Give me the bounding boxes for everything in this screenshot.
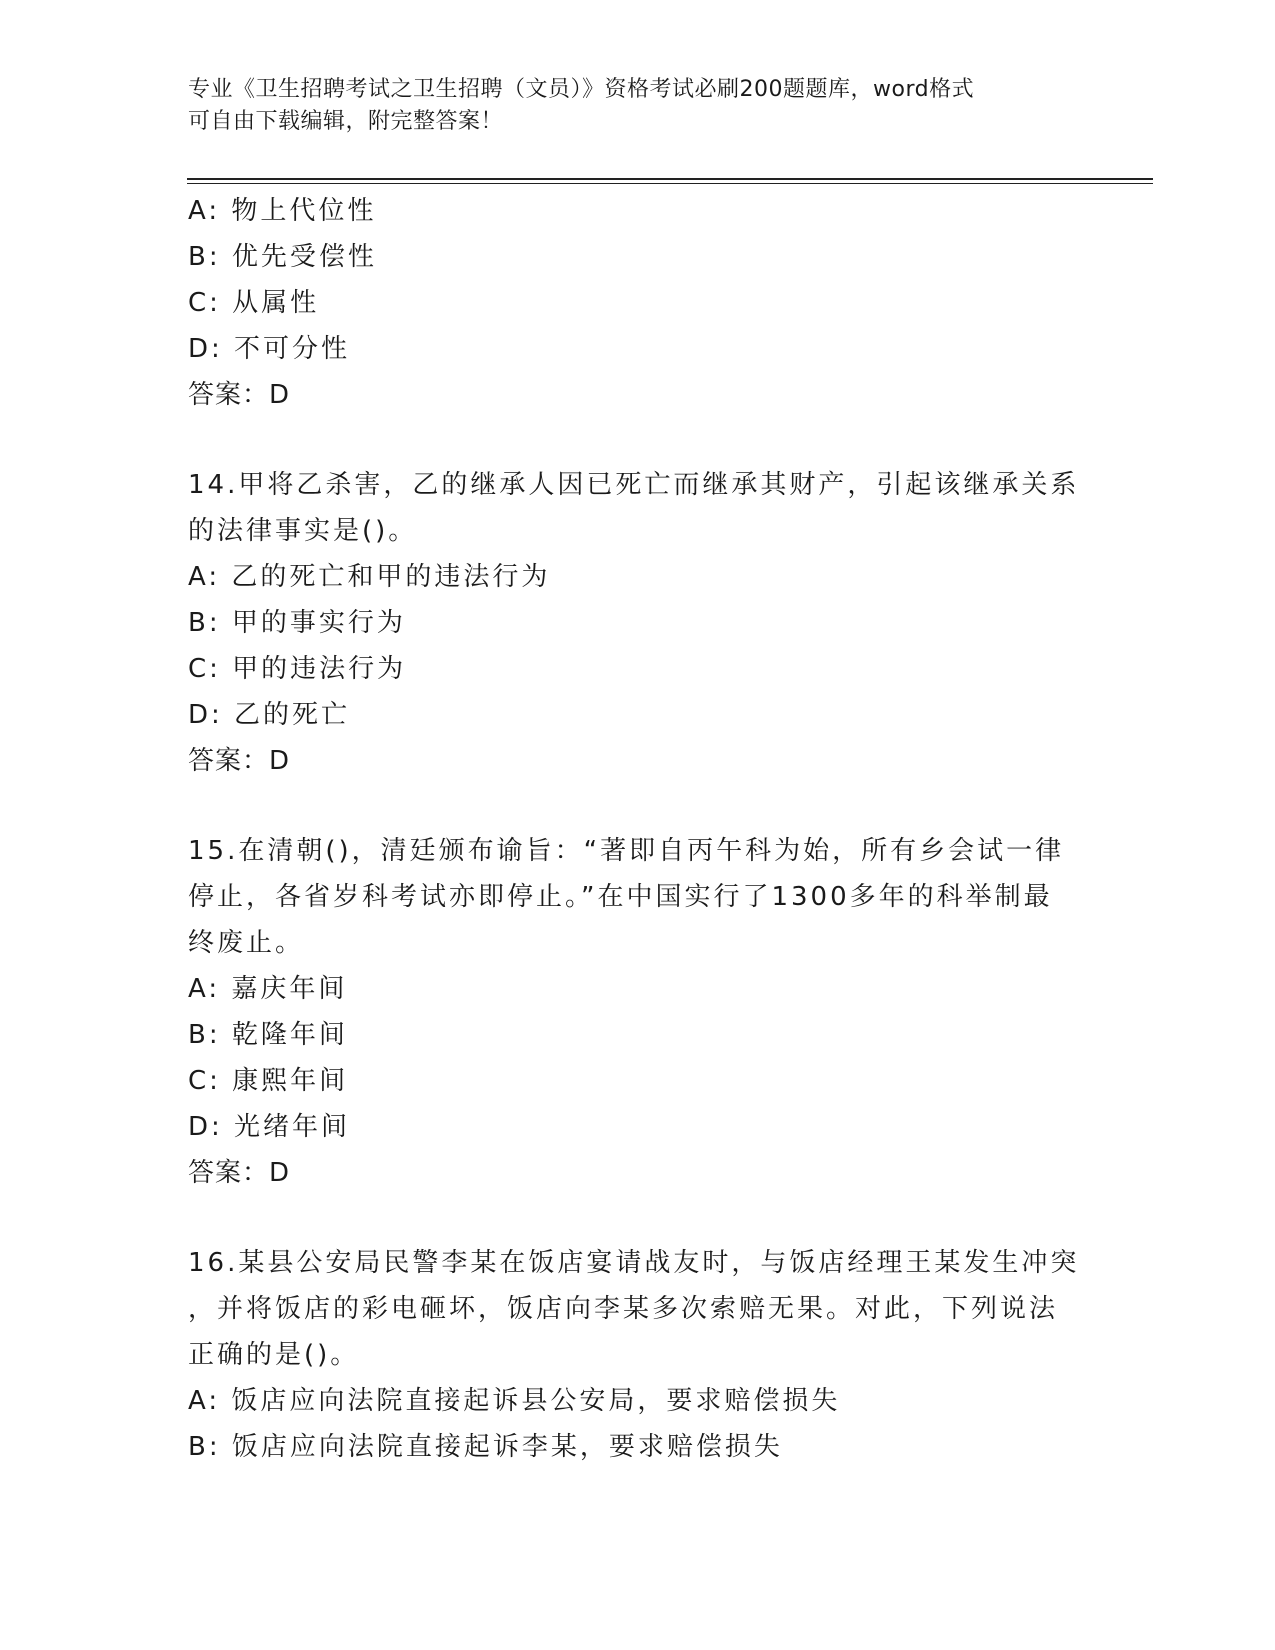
question-text-line: ，并将饭店的彩电砸坏，饭店向李某多次索赔无果。对此，下列说法 — [188, 1294, 1059, 1324]
header-line-1: 专业《卫生招聘考试之卫生招聘（文员）》资格考试必刷200题题库，word格式 — [188, 77, 975, 102]
question-text-line: 的法律事实是()。 — [188, 516, 418, 546]
question-text-line: 16.某县公安局民警李某在饭店宴请战友时，与饭店经理王某发生冲突 — [188, 1248, 1080, 1278]
answer: 答案：D — [188, 746, 291, 776]
option-b: B: 乾隆年间 — [188, 1020, 348, 1050]
answer: 答案：D — [188, 380, 291, 410]
question-list — [188, 188, 1088, 1470]
option-c: C: 甲的违法行为 — [188, 654, 407, 684]
question-15 — [188, 828, 1088, 1196]
header-rule-thin — [187, 183, 1153, 184]
question-text-line: 停止，各省岁科考试亦即停止。”在中国实行了1300多年的科举制最 — [188, 882, 1053, 912]
option-d: D: 光绪年间 — [188, 1112, 351, 1142]
question-gap — [188, 1196, 1088, 1240]
document-header — [188, 74, 1088, 138]
option-a: A: 饭店应向法院直接起诉县公安局，要求赔偿损失 — [188, 1386, 841, 1416]
question-14 — [188, 462, 1088, 784]
option-d: D: 不可分性 — [188, 334, 351, 364]
question-13 — [188, 188, 1088, 418]
option-a: A: 乙的死亡和甲的违法行为 — [188, 562, 551, 592]
option-a: A: 嘉庆年间 — [188, 974, 348, 1004]
question-gap — [188, 784, 1088, 828]
option-c: C: 康熙年间 — [188, 1066, 349, 1096]
header-line-2: 可自由下载编辑，附完整答案！ — [188, 109, 504, 134]
option-b: B: 甲的事实行为 — [188, 608, 406, 638]
option-c: C: 从属性 — [188, 288, 320, 318]
question-gap — [188, 418, 1088, 462]
question-16 — [188, 1240, 1088, 1470]
option-b: B: 饭店应向法院直接起诉李某，要求赔偿损失 — [188, 1432, 783, 1462]
option-d: D: 乙的死亡 — [188, 700, 351, 730]
option-b: B: 优先受偿性 — [188, 242, 377, 272]
header-rule-thick — [187, 178, 1153, 180]
option-a: A: 物上代位性 — [188, 196, 377, 226]
question-text-line: 正确的是()。 — [188, 1340, 360, 1370]
question-text-line: 15.在清朝()，清廷颁布谕旨：“著即自丙午科为始，所有乡会试一律 — [188, 836, 1065, 866]
question-text-line: 终废止。 — [188, 928, 305, 958]
question-text-line: 14.甲将乙杀害，乙的继承人因已死亡而继承其财产，引起该继承关系 — [188, 470, 1080, 500]
answer: 答案：D — [188, 1158, 291, 1188]
